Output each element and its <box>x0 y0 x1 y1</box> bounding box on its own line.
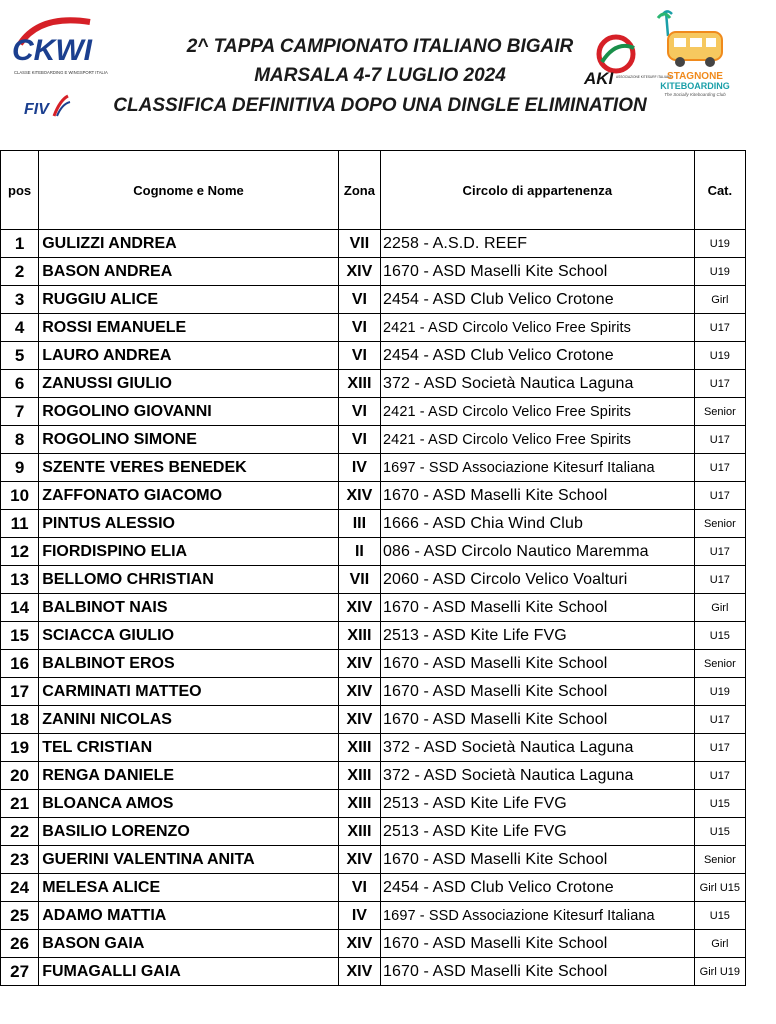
table-row <box>1 622 746 650</box>
table-row <box>1 230 746 258</box>
table-row <box>1 258 746 286</box>
cell-zona: XIII <box>338 370 380 398</box>
cell-club: 1670 - ASD Maselli Kite School <box>381 650 695 678</box>
cell-pos: 10 <box>1 482 39 510</box>
cell-club: 2454 - ASD Club Velico Crotone <box>381 342 695 370</box>
cell-zona: XIV <box>338 958 380 986</box>
cell-name: ROGOLINO SIMONE <box>39 426 339 454</box>
cell-club: 1670 - ASD Maselli Kite School <box>381 706 695 734</box>
cell-cat: U17 <box>694 734 745 762</box>
cell-zona: VII <box>338 230 380 258</box>
cell-club: 2421 - ASD Circolo Velico Free Spirits <box>381 398 695 426</box>
cell-club: 372 - ASD Società Nautica Laguna <box>381 762 695 790</box>
cell-cat: Girl U19 <box>694 958 745 986</box>
cell-name: GULIZZI ANDREA <box>39 230 339 258</box>
ckwi-logo-text: CKWI <box>12 34 92 67</box>
cell-club: 1670 - ASD Maselli Kite School <box>381 594 695 622</box>
cell-name: BLOANCA AMOS <box>39 790 339 818</box>
cell-zona: XIII <box>338 622 380 650</box>
cell-zona: II <box>338 538 380 566</box>
table-row <box>1 902 746 930</box>
cell-club: 372 - ASD Società Nautica Laguna <box>381 370 695 398</box>
title-line-1: 2^ TAPPA CAMPIONATO ITALIANO BIGAIR <box>186 36 574 57</box>
cell-pos: 22 <box>1 818 39 846</box>
cell-name: FIORDISPINO ELIA <box>39 538 339 566</box>
cell-zona: XIV <box>338 258 380 286</box>
cell-name: BASON GAIA <box>39 930 339 958</box>
aki-logo-subtitle: ASSOCIAZIONE KITESURF ITALIANA <box>616 75 672 79</box>
cell-zona: XIV <box>338 930 380 958</box>
col-header-cat: Cat. <box>694 151 745 230</box>
cell-name: LAURO ANDREA <box>39 342 339 370</box>
cell-name: BASILIO LORENZO <box>39 818 339 846</box>
table-row <box>1 762 746 790</box>
cell-cat: U17 <box>694 426 745 454</box>
cell-zona: XIII <box>338 790 380 818</box>
cell-cat: Senior <box>694 650 745 678</box>
cell-pos: 14 <box>1 594 39 622</box>
fiv-logo-text: FIV <box>24 101 49 118</box>
table-row <box>1 370 746 398</box>
cell-club: 2454 - ASD Club Velico Crotone <box>381 874 695 902</box>
cell-zona: XIV <box>338 650 380 678</box>
cell-name: ZANINI NICOLAS <box>39 706 339 734</box>
cell-zona: III <box>338 510 380 538</box>
table-row <box>1 538 746 566</box>
cell-name: RENGA DANIELE <box>39 762 339 790</box>
cell-club: 2513 - ASD Kite Life FVG <box>381 622 695 650</box>
cell-cat: Senior <box>694 510 745 538</box>
cell-club: 2421 - ASD Circolo Velico Free Spirits <box>381 426 695 454</box>
cell-name: SCIACCA GIULIO <box>39 622 339 650</box>
cell-name: GUERINI VALENTINA ANITA <box>39 846 339 874</box>
cell-pos: 12 <box>1 538 39 566</box>
ranking-table <box>0 150 746 986</box>
cell-club: 1670 - ASD Maselli Kite School <box>381 846 695 874</box>
table-row <box>1 426 746 454</box>
cell-pos: 4 <box>1 314 39 342</box>
cell-name: MELESA ALICE <box>39 874 339 902</box>
cell-club: 2421 - ASD Circolo Velico Free Spirits <box>381 314 695 342</box>
cell-pos: 26 <box>1 930 39 958</box>
table-row <box>1 314 746 342</box>
cell-zona: IV <box>338 902 380 930</box>
cell-cat: Girl <box>694 594 745 622</box>
table-row <box>1 342 746 370</box>
table-row <box>1 790 746 818</box>
ckwi-logo-subtitle: CLASSE KITEBOARDING E WINGSPORT ITALIA <box>14 70 108 75</box>
cell-pos: 23 <box>1 846 39 874</box>
table-row <box>1 454 746 482</box>
cell-club: 1670 - ASD Maselli Kite School <box>381 482 695 510</box>
cell-pos: 5 <box>1 342 39 370</box>
cell-cat: U17 <box>694 454 745 482</box>
cell-name: ZAFFONATO GIACOMO <box>39 482 339 510</box>
cell-pos: 11 <box>1 510 39 538</box>
cell-cat: U15 <box>694 622 745 650</box>
cell-cat: U17 <box>694 566 745 594</box>
cell-club: 086 - ASD Circolo Nautico Maremma <box>381 538 695 566</box>
cell-zona: VI <box>338 286 380 314</box>
cell-pos: 19 <box>1 734 39 762</box>
cell-name: BASON ANDREA <box>39 258 339 286</box>
cell-pos: 8 <box>1 426 39 454</box>
cell-pos: 3 <box>1 286 39 314</box>
cell-zona: XIV <box>338 594 380 622</box>
cell-pos: 16 <box>1 650 39 678</box>
cell-club: 2513 - ASD Kite Life FVG <box>381 818 695 846</box>
cell-cat: U15 <box>694 818 745 846</box>
cell-pos: 24 <box>1 874 39 902</box>
cell-name: ZANUSSI GIULIO <box>39 370 339 398</box>
cell-club: 2258 - A.S.D. REEF <box>381 230 695 258</box>
cell-cat: Girl <box>694 286 745 314</box>
cell-cat: Girl <box>694 930 745 958</box>
cell-zona: XIII <box>338 818 380 846</box>
cell-name: SZENTE VERES BENEDEK <box>39 454 339 482</box>
cell-cat: U19 <box>694 678 745 706</box>
cell-cat: U17 <box>694 314 745 342</box>
cell-zona: XIV <box>338 846 380 874</box>
col-header-zona: Zona <box>338 151 380 230</box>
cell-pos: 6 <box>1 370 39 398</box>
cell-cat: U17 <box>694 482 745 510</box>
table-row <box>1 286 746 314</box>
cell-cat: U15 <box>694 790 745 818</box>
table-row <box>1 482 746 510</box>
cell-name: TEL CRISTIAN <box>39 734 339 762</box>
cell-club: 1697 - SSD Associazione Kitesurf Italiana <box>381 902 695 930</box>
cell-zona: VI <box>338 874 380 902</box>
table-row <box>1 846 746 874</box>
cell-club: 2060 - ASD Circolo Velico Voalturi <box>381 566 695 594</box>
cell-pos: 18 <box>1 706 39 734</box>
cell-club: 1697 - SSD Associazione Kitesurf Italiana <box>381 454 695 482</box>
table-row <box>1 594 746 622</box>
cell-club: 372 - ASD Società Nautica Laguna <box>381 734 695 762</box>
cell-club: 1666 - ASD Chia Wind Club <box>381 510 695 538</box>
table-row <box>1 874 746 902</box>
table-row <box>1 398 746 426</box>
cell-cat: U17 <box>694 538 745 566</box>
table-row <box>1 678 746 706</box>
stagnone-logo-text1: STAGNONE <box>667 71 723 82</box>
cell-zona: XIV <box>338 706 380 734</box>
cell-pos: 15 <box>1 622 39 650</box>
cell-pos: 20 <box>1 762 39 790</box>
title-line-2: MARSALA 4-7 LUGLIO 2024 <box>254 65 506 86</box>
cell-club: 1670 - ASD Maselli Kite School <box>381 258 695 286</box>
table-row <box>1 706 746 734</box>
table-row <box>1 734 746 762</box>
table-row <box>1 566 746 594</box>
aki-logo-text: AKI <box>584 69 614 88</box>
cell-pos: 9 <box>1 454 39 482</box>
cell-club: 1670 - ASD Maselli Kite School <box>381 930 695 958</box>
cell-name: BALBINOT EROS <box>39 650 339 678</box>
cell-name: RUGGIU ALICE <box>39 286 339 314</box>
table-row <box>1 510 746 538</box>
cell-name: ROGOLINO GIOVANNI <box>39 398 339 426</box>
cell-name: ADAMO MATTIA <box>39 902 339 930</box>
col-header-pos: pos <box>1 151 39 230</box>
table-row <box>1 818 746 846</box>
table-row <box>1 930 746 958</box>
cell-name: BELLOMO CHRISTIAN <box>39 566 339 594</box>
cell-zona: IV <box>338 454 380 482</box>
cell-pos: 13 <box>1 566 39 594</box>
cell-zona: VI <box>338 314 380 342</box>
cell-name: PINTUS ALESSIO <box>39 510 339 538</box>
cell-pos: 7 <box>1 398 39 426</box>
cell-club: 2454 - ASD Club Velico Crotone <box>381 286 695 314</box>
cell-cat: Girl U15 <box>694 874 745 902</box>
cell-zona: VII <box>338 566 380 594</box>
cell-zona: XIII <box>338 762 380 790</box>
cell-pos: 25 <box>1 902 39 930</box>
cell-pos: 2 <box>1 258 39 286</box>
table-row <box>1 958 746 986</box>
cell-club: 1670 - ASD Maselli Kite School <box>381 678 695 706</box>
cell-zona: XIV <box>338 678 380 706</box>
cell-cat: U15 <box>694 902 745 930</box>
cell-name: CARMINATI MATTEO <box>39 678 339 706</box>
title-line-3: CLASSIFICA DEFINITIVA DOPO UNA DINGLE ELIMINATION <box>113 95 647 116</box>
cell-cat: U17 <box>694 706 745 734</box>
cell-name: FUMAGALLI GAIA <box>39 958 339 986</box>
cell-club: 1670 - ASD Maselli Kite School <box>381 958 695 986</box>
cell-cat: Senior <box>694 398 745 426</box>
cell-pos: 1 <box>1 230 39 258</box>
cell-name: BALBINOT NAIS <box>39 594 339 622</box>
cell-zona: XIII <box>338 734 380 762</box>
cell-zona: VI <box>338 426 380 454</box>
cell-name: ROSSI EMANUELE <box>39 314 339 342</box>
cell-cat: U19 <box>694 342 745 370</box>
stagnone-logo-subtitle: The Socially Kiteboarding Club <box>664 92 726 97</box>
cell-club: 2513 - ASD Kite Life FVG <box>381 790 695 818</box>
cell-zona: VI <box>338 342 380 370</box>
cell-cat: U19 <box>694 258 745 286</box>
cell-zona: VI <box>338 398 380 426</box>
stagnone-logo-text2: KITEBOARDING <box>660 81 730 91</box>
col-header-name: Cognome e Nome <box>39 151 339 230</box>
cell-pos: 17 <box>1 678 39 706</box>
table-header-row <box>1 151 746 230</box>
table-row <box>1 650 746 678</box>
cell-cat: U17 <box>694 762 745 790</box>
cell-pos: 27 <box>1 958 39 986</box>
col-header-club: Circolo di appartenenza <box>381 151 695 230</box>
cell-pos: 21 <box>1 790 39 818</box>
cell-cat: U17 <box>694 370 745 398</box>
cell-zona: XIV <box>338 482 380 510</box>
cell-cat: Senior <box>694 846 745 874</box>
cell-cat: U19 <box>694 230 745 258</box>
